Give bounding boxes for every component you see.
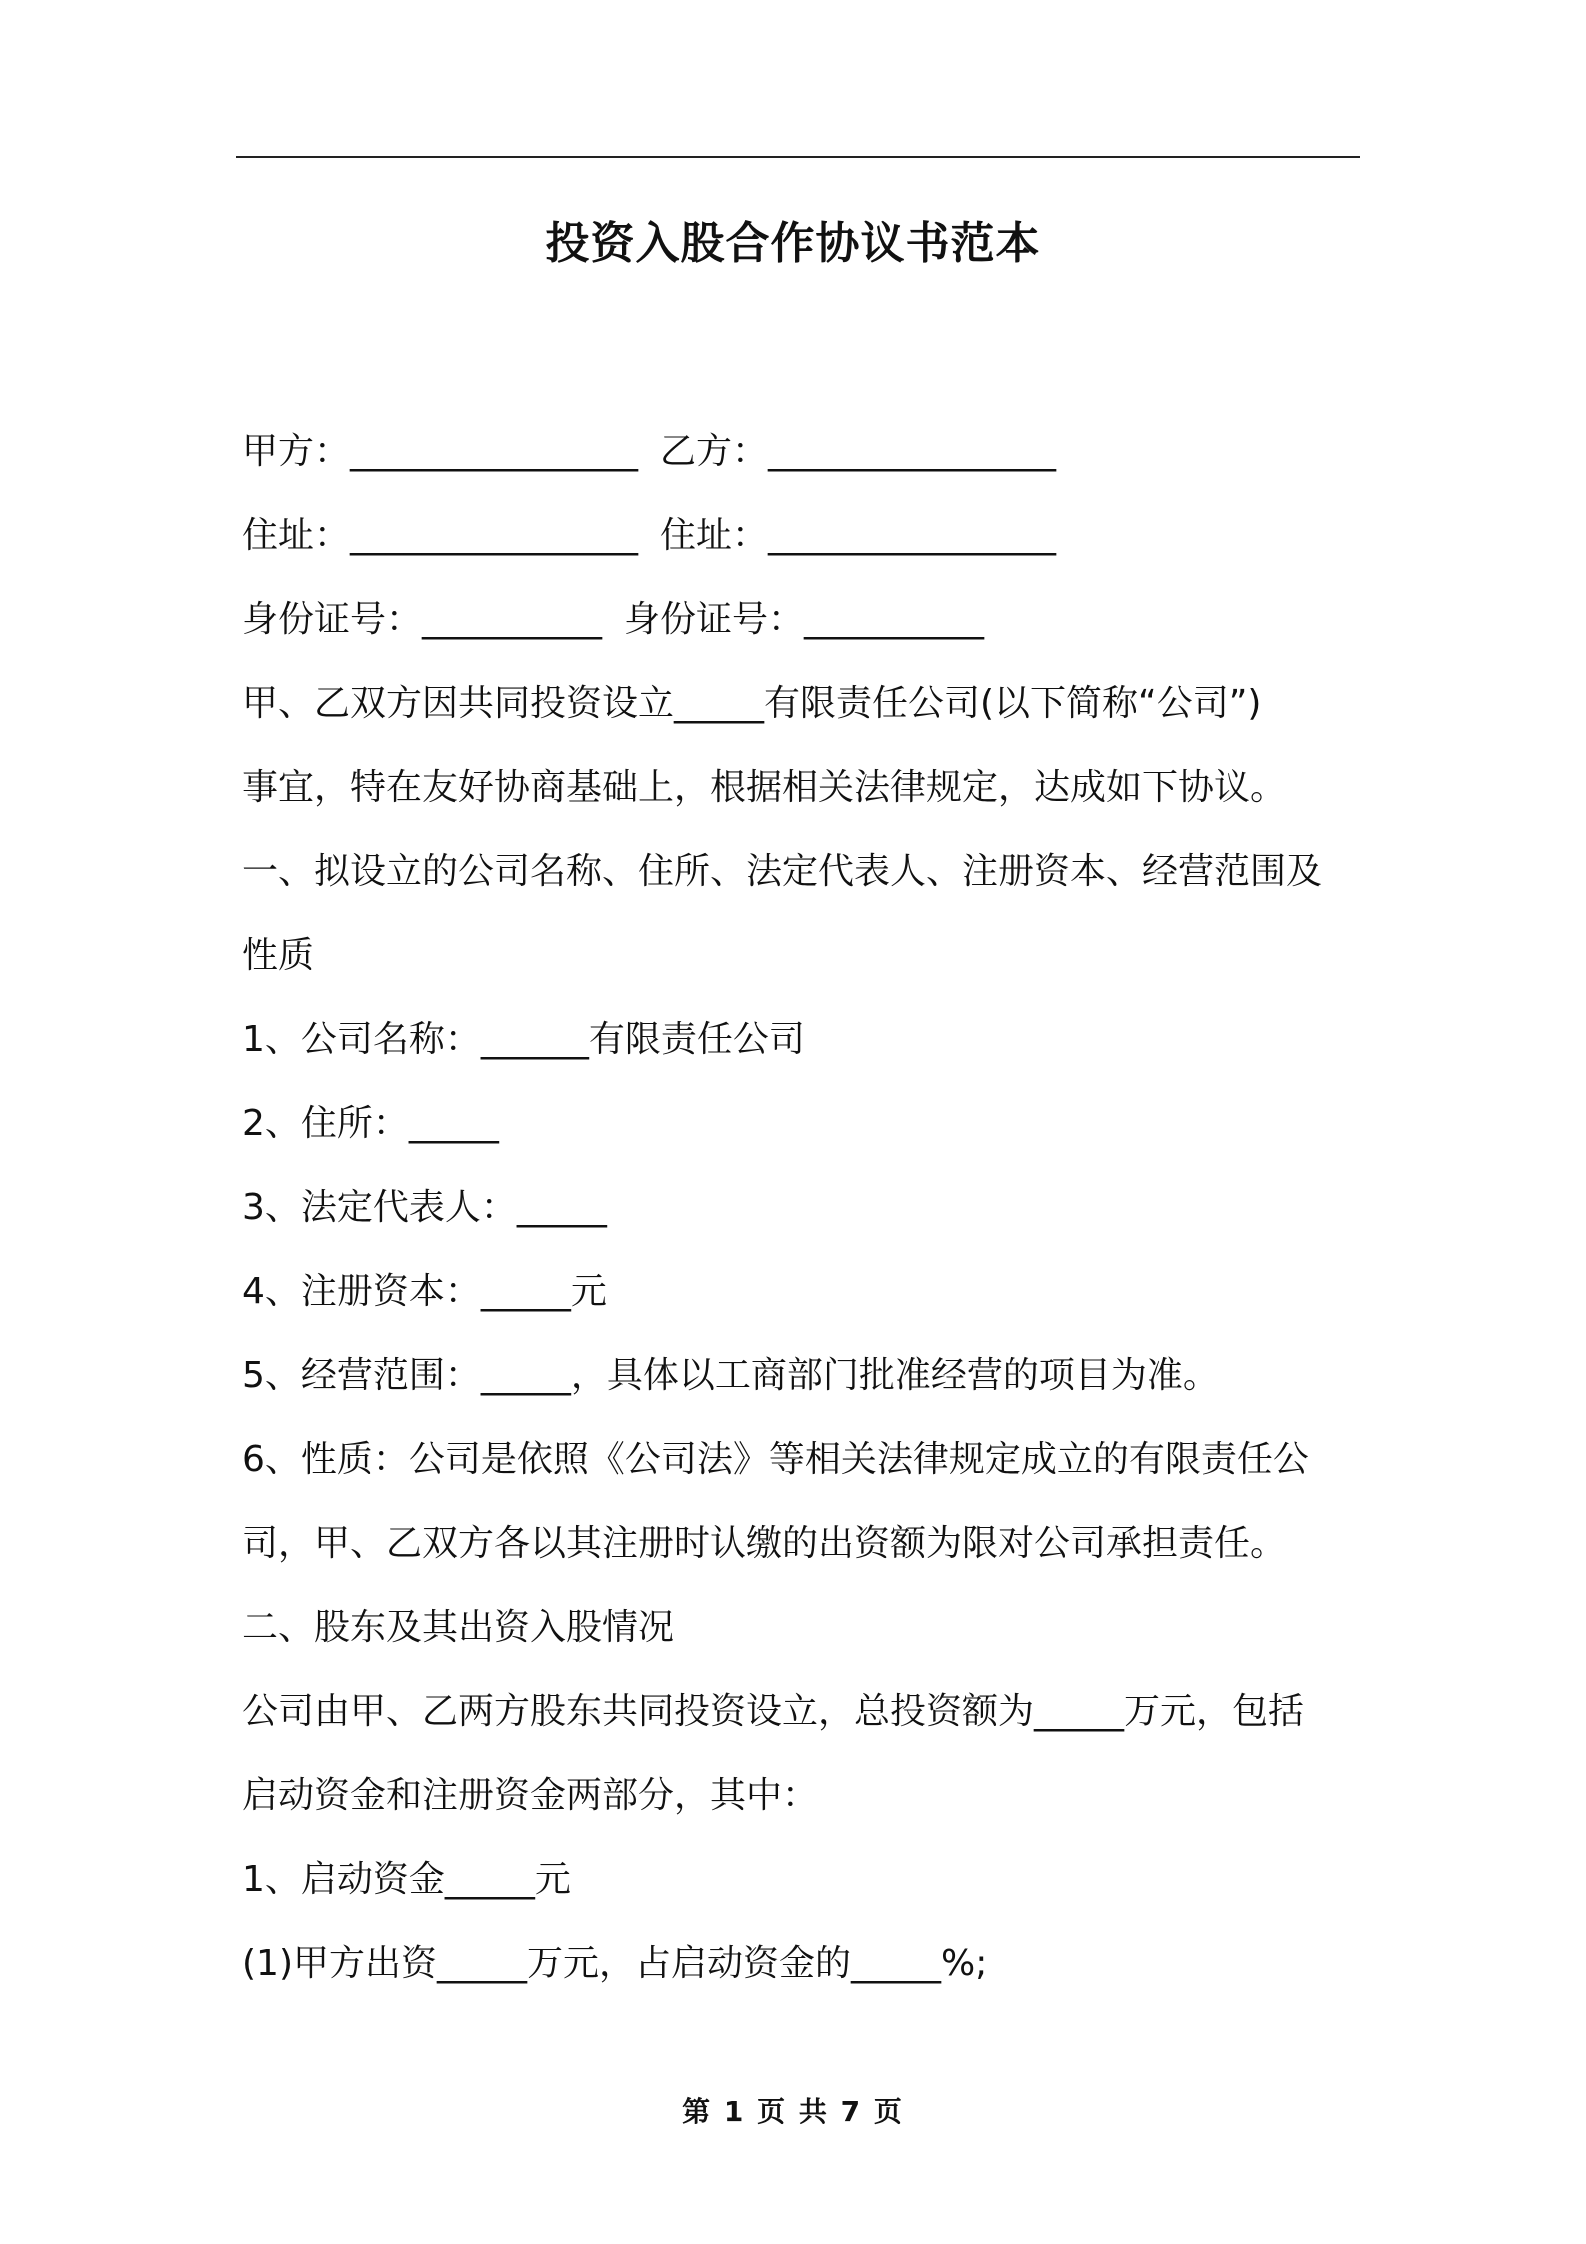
list-item: 6、性质：公司是依照《公司法》等相关法律规定成立的有限责任公 xyxy=(242,1439,1309,1480)
list-item: 5、经营范围：_____，具体以工商部门批准经营的项目为准。 xyxy=(242,1355,1219,1396)
party-b-address: 住址：________________ xyxy=(660,515,1057,556)
paragraph-line: 甲、乙双方因共同投资设立_____有限责任公司(以下简称“公司”) xyxy=(242,683,1262,724)
list-item: (1)甲方出资_____万元，占启动资金的_____%; xyxy=(242,1943,988,1984)
section-heading: 一、拟设立的公司名称、住所、法定代表人、注册资本、经营范围及 xyxy=(242,851,1323,892)
party-b-id: 身份证号：__________ xyxy=(624,599,985,640)
party-name-line xyxy=(242,410,1362,494)
party-address-line xyxy=(242,494,1362,578)
paragraph-line: 公司由甲、乙两方股东共同投资设立，总投资额为_____万元，包括 xyxy=(242,1691,1305,1732)
paragraph-line: 启动资金和注册资金两部分，其中： xyxy=(242,1775,819,1816)
section-heading: 性质 xyxy=(242,935,315,976)
document-title: 投资入股合作协议书范本 xyxy=(545,218,1041,269)
party-a-id: 身份证号：__________ xyxy=(242,599,603,640)
party-id-line xyxy=(242,578,1362,662)
list-item: 1、公司名称：______有限责任公司 xyxy=(242,1019,805,1060)
party-a-address: 住址：________________ xyxy=(242,515,639,556)
list-item: 2、住所：_____ xyxy=(242,1103,499,1144)
paragraph-line: 事宜，特在友好协商基础上，根据相关法律规定，达成如下协议。 xyxy=(242,767,1287,808)
header-rule xyxy=(236,156,1360,158)
section-heading: 二、股东及其出资入股情况 xyxy=(242,1607,675,1648)
list-item: 司，甲、乙双方各以其注册时认缴的出资额为限对公司承担责任。 xyxy=(242,1523,1287,1564)
document-body xyxy=(242,410,1362,2006)
list-item: 3、法定代表人：_____ xyxy=(242,1187,607,1228)
list-item: 4、注册资本：_____元 xyxy=(242,1271,607,1312)
list-item: 1、启动资金_____元 xyxy=(242,1859,571,1900)
page-number: 第 1 页 共 7 页 xyxy=(682,2095,904,2128)
party-a-name: 甲方：________________ xyxy=(242,431,639,472)
party-b-name: 乙方：________________ xyxy=(660,431,1057,472)
